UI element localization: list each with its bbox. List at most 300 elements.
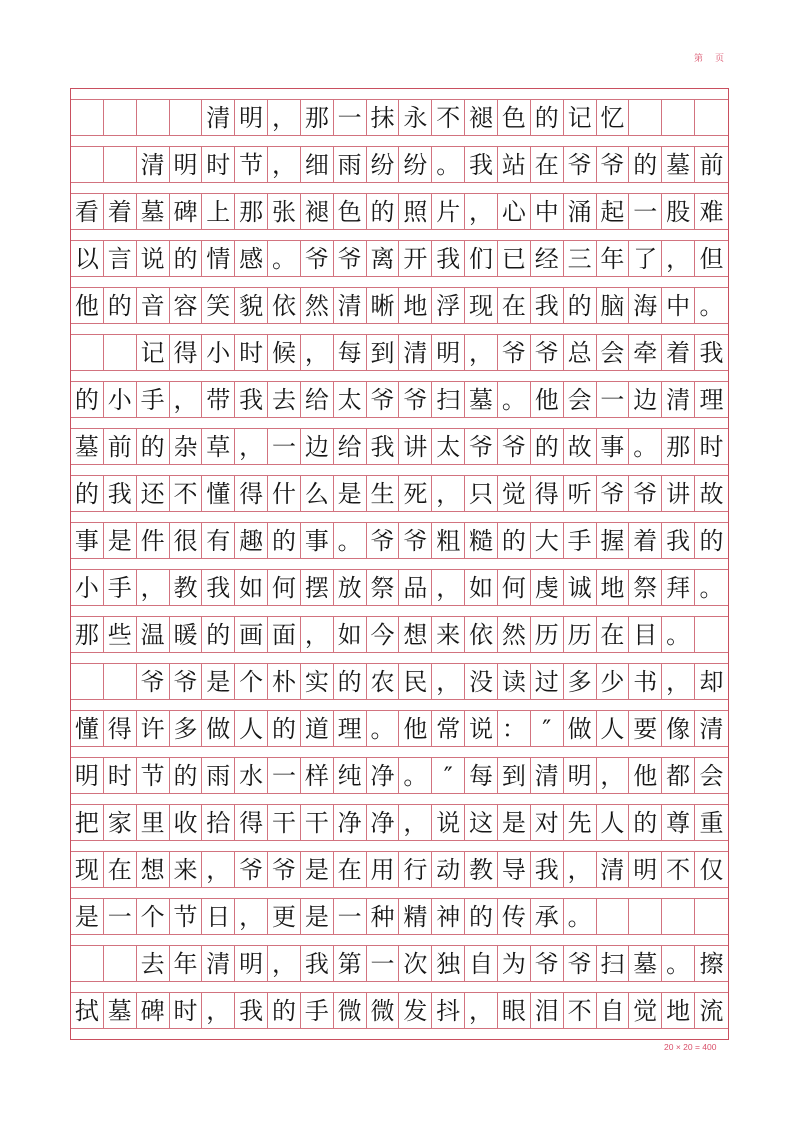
grid-cell: 到 bbox=[498, 758, 531, 793]
grid-cell: 爷 bbox=[334, 241, 367, 276]
grid-cell: 爷 bbox=[170, 664, 203, 699]
grid-cell: 次 bbox=[399, 946, 432, 981]
grid-row bbox=[71, 758, 728, 794]
grid-cell: 记 bbox=[137, 335, 170, 370]
grid-cell: 年 bbox=[170, 946, 203, 981]
grid-cell: 感 bbox=[235, 241, 268, 276]
grid-cell: 些 bbox=[104, 617, 137, 652]
grid-cell: 想 bbox=[399, 617, 432, 652]
grid-cell: 承 bbox=[531, 899, 564, 934]
grid-cell: 起 bbox=[597, 194, 630, 229]
grid-cell: ， bbox=[432, 570, 465, 605]
grid-cell: 只 bbox=[465, 476, 498, 511]
grid-cell: 雨 bbox=[202, 758, 235, 793]
grid-cell: 会 bbox=[699, 761, 724, 790]
grid-cell: 爷 bbox=[597, 147, 630, 182]
grid-cell: 是 bbox=[71, 899, 104, 934]
grid-cell: 得 bbox=[531, 476, 564, 511]
grid-cell: 流 bbox=[699, 996, 724, 1025]
grid-cell: ， bbox=[432, 476, 465, 511]
grid-cell: 清 bbox=[597, 852, 630, 887]
grid-cell: 墓 bbox=[137, 194, 170, 229]
grid-cell: ， bbox=[465, 335, 498, 370]
grid-cell: 生 bbox=[367, 476, 400, 511]
grid-cell: 来 bbox=[170, 852, 203, 887]
grid-cell: 我 bbox=[432, 241, 465, 276]
grid-cell: 着 bbox=[104, 194, 137, 229]
grid-cell: 过 bbox=[531, 664, 564, 699]
grid-cell: ， bbox=[432, 664, 465, 699]
grid-cell: 的 bbox=[498, 523, 531, 558]
grid-cell: 爷 bbox=[367, 523, 400, 558]
grid-cell: 品 bbox=[399, 570, 432, 605]
grid-cell: 爷 bbox=[137, 664, 170, 699]
grid-cell-empty bbox=[695, 617, 728, 652]
grid-cell: 地 bbox=[399, 288, 432, 323]
grid-cell: 手 bbox=[564, 523, 597, 558]
grid-cell: 清 bbox=[137, 147, 170, 182]
grid-cell: 温 bbox=[137, 617, 170, 652]
grid-cell: 暖 bbox=[170, 617, 203, 652]
grid-cell-empty bbox=[71, 946, 104, 981]
grid-cell-empty bbox=[71, 664, 104, 699]
grid-cell: 一 bbox=[268, 758, 301, 793]
grid-cell: 是 bbox=[202, 664, 235, 699]
row-spacer bbox=[71, 465, 728, 476]
grid-cell: 的 bbox=[71, 382, 104, 417]
grid-cell: 如 bbox=[334, 617, 367, 652]
grid-cell: 理 bbox=[699, 385, 724, 414]
grid-cell: 糙 bbox=[465, 523, 498, 558]
grid-row bbox=[71, 899, 728, 935]
row-spacer bbox=[71, 1029, 728, 1039]
grid-cell: 一 bbox=[334, 899, 367, 934]
grid-cell: 一 bbox=[268, 429, 301, 464]
grid-cell: 的 bbox=[268, 523, 301, 558]
grid-cell-empty bbox=[695, 100, 728, 135]
grid-cell: 爷 bbox=[498, 429, 531, 464]
grid-cell: 我 bbox=[104, 476, 137, 511]
grid-cell: 纯 bbox=[334, 758, 367, 793]
grid-cell: 清 bbox=[699, 714, 724, 743]
grid-cell: 纷 bbox=[367, 147, 400, 182]
grid-cell: 没 bbox=[465, 664, 498, 699]
grid-cell: 得 bbox=[235, 805, 268, 840]
grid-cell: 然 bbox=[301, 288, 334, 323]
grid-cell: 泪 bbox=[531, 993, 564, 1028]
grid-cell: 在 bbox=[531, 147, 564, 182]
grid-cell: 是 bbox=[334, 476, 367, 511]
row-spacer bbox=[71, 747, 728, 758]
grid-cell: 我 bbox=[699, 338, 724, 367]
grid-cell: 墓 bbox=[465, 382, 498, 417]
grid-cell: 画 bbox=[235, 617, 268, 652]
grid-cell: 导 bbox=[498, 852, 531, 887]
row-spacer bbox=[71, 700, 728, 711]
grid-cell: 。 bbox=[268, 241, 301, 276]
grid-cell: 读 bbox=[498, 664, 531, 699]
grid-cell: 股 bbox=[662, 194, 695, 229]
grid-cell: 自 bbox=[597, 993, 630, 1028]
grid-cell-empty bbox=[629, 100, 662, 135]
grid-row bbox=[71, 852, 728, 888]
grid-cell: 言 bbox=[104, 241, 137, 276]
grid-cell: 。 bbox=[399, 758, 432, 793]
grid-cell: 给 bbox=[334, 429, 367, 464]
row-spacer bbox=[71, 606, 728, 617]
grid-cell: 在 bbox=[498, 288, 531, 323]
grid-cell: 把 bbox=[71, 805, 104, 840]
grid-cell: 的 bbox=[170, 758, 203, 793]
grid-cell: 趣 bbox=[235, 523, 268, 558]
grid-cell: 的 bbox=[71, 476, 104, 511]
grid-cell: 拭 bbox=[71, 993, 104, 1028]
grid-cell: 音 bbox=[137, 288, 170, 323]
grid-cell: 大 bbox=[531, 523, 564, 558]
grid-cell: ， bbox=[170, 382, 203, 417]
grid-cell: 中 bbox=[531, 194, 564, 229]
grid-cell: 照 bbox=[399, 194, 432, 229]
grid-cell: 清 bbox=[662, 382, 695, 417]
grid-cell: 发 bbox=[399, 993, 432, 1028]
grid-cell: 他 bbox=[399, 711, 432, 746]
grid-cell: 人 bbox=[235, 711, 268, 746]
grid-cell: 里 bbox=[137, 805, 170, 840]
grid-cell: 么 bbox=[301, 476, 334, 511]
grid-cell: 祭 bbox=[629, 570, 662, 605]
grid-cell: 手 bbox=[137, 382, 170, 417]
grid-cell: 永 bbox=[399, 100, 432, 135]
grid-cell: 微 bbox=[334, 993, 367, 1028]
grid-cell: ， bbox=[465, 194, 498, 229]
grid-cell: 爷 bbox=[367, 382, 400, 417]
row-spacer bbox=[71, 559, 728, 570]
grid-cell: 事 bbox=[301, 523, 334, 558]
grid-cell: 小 bbox=[71, 570, 104, 605]
grid-cell: 墓 bbox=[629, 946, 662, 981]
grid-cell: 是 bbox=[498, 805, 531, 840]
grid-cell: 手 bbox=[301, 993, 334, 1028]
grid-cell: 记 bbox=[564, 100, 597, 135]
grid-cell: 的 bbox=[699, 526, 724, 555]
grid-cell: ， bbox=[268, 946, 301, 981]
grid-cell: 细 bbox=[301, 147, 334, 182]
row-spacer bbox=[71, 136, 728, 147]
grid-cell: 着 bbox=[629, 523, 662, 558]
grid-cell: 事 bbox=[71, 523, 104, 558]
grid-cell: 对 bbox=[531, 805, 564, 840]
grid-cell: 事 bbox=[597, 429, 630, 464]
grid-cell: 是 bbox=[301, 852, 334, 887]
grid-cell: 我 bbox=[235, 382, 268, 417]
grid-cell: 。 bbox=[367, 711, 400, 746]
grid-cell: 扫 bbox=[432, 382, 465, 417]
grid-cell: 样 bbox=[301, 758, 334, 793]
grid-cell: 清 bbox=[399, 335, 432, 370]
grid-cell: 如 bbox=[235, 570, 268, 605]
grid-cell: 已 bbox=[498, 241, 531, 276]
grid-cell: 面 bbox=[268, 617, 301, 652]
grid-cell: 要 bbox=[629, 711, 662, 746]
grid-cell: 到 bbox=[367, 335, 400, 370]
grid-cell: 我 bbox=[465, 147, 498, 182]
grid-cell: 许 bbox=[137, 711, 170, 746]
grid-cell: 理 bbox=[334, 711, 367, 746]
grid-cell: 去 bbox=[268, 382, 301, 417]
grid-cell: 神 bbox=[432, 899, 465, 934]
grid-cell: 做 bbox=[564, 711, 597, 746]
grid-cell: 这 bbox=[465, 805, 498, 840]
grid-cell: 的 bbox=[170, 241, 203, 276]
grid-cell: 明 bbox=[71, 758, 104, 793]
grid-cell: 净 bbox=[367, 805, 400, 840]
grid-cell: 爷 bbox=[399, 382, 432, 417]
grid-cell: 总 bbox=[564, 335, 597, 370]
row-spacer bbox=[71, 183, 728, 194]
row-spacer bbox=[71, 512, 728, 523]
grid-cell: 道 bbox=[301, 711, 334, 746]
grid-cell: 然 bbox=[498, 617, 531, 652]
grid-cell: 。 bbox=[699, 291, 724, 320]
grid-cell: 清 bbox=[202, 946, 235, 981]
grid-cell: 太 bbox=[334, 382, 367, 417]
grid-cell: 他 bbox=[71, 288, 104, 323]
grid-cell: 那 bbox=[662, 429, 695, 464]
grid-cell: 第 bbox=[334, 946, 367, 981]
grid-row bbox=[71, 617, 728, 653]
grid-cell: 却 bbox=[699, 667, 724, 696]
grid-cell: 还 bbox=[137, 476, 170, 511]
grid-cell: 给 bbox=[301, 382, 334, 417]
grid-row bbox=[71, 476, 728, 512]
grid-cell: 清 bbox=[202, 100, 235, 135]
grid-cell: 节 bbox=[235, 147, 268, 182]
grid-cell: 件 bbox=[137, 523, 170, 558]
grid-row bbox=[71, 523, 728, 559]
grid-cell: 。 bbox=[334, 523, 367, 558]
grid-cell: 一 bbox=[334, 100, 367, 135]
grid-cell: 干 bbox=[268, 805, 301, 840]
grid-cell: 那 bbox=[301, 100, 334, 135]
grid-cell: 少 bbox=[597, 664, 630, 699]
grid-cell: 的 bbox=[531, 429, 564, 464]
grid-cell: 得 bbox=[235, 476, 268, 511]
grid-cell: 来 bbox=[432, 617, 465, 652]
grid-cell: 碑 bbox=[137, 993, 170, 1028]
grid-cell: 爷 bbox=[597, 476, 630, 511]
grid-cell: 在 bbox=[597, 617, 630, 652]
essay-title-row bbox=[71, 100, 728, 136]
grid-cell-empty bbox=[662, 100, 695, 135]
grid-cell: 浮 bbox=[432, 288, 465, 323]
grid-cell: 晰 bbox=[367, 288, 400, 323]
grid-cell: ， bbox=[564, 852, 597, 887]
grid-cell: 依 bbox=[268, 288, 301, 323]
grid-cell: 。 bbox=[699, 573, 724, 602]
grid-cell: 懂 bbox=[202, 476, 235, 511]
grid-cell: 。 bbox=[662, 946, 695, 981]
grid-cell: 纷 bbox=[399, 147, 432, 182]
grid-cell: ， bbox=[301, 617, 334, 652]
grid-cell: 三 bbox=[564, 241, 597, 276]
grid-cell-empty bbox=[71, 100, 104, 135]
row-spacer bbox=[71, 89, 728, 100]
grid-cell: 墓 bbox=[71, 429, 104, 464]
grid-cell: 爷 bbox=[399, 523, 432, 558]
grid-cell: 忆 bbox=[597, 100, 630, 135]
grid-cell: 仅 bbox=[699, 855, 724, 884]
grid-cell: 现 bbox=[71, 852, 104, 887]
grid-cell: 一 bbox=[629, 194, 662, 229]
grid-cell: 会 bbox=[564, 382, 597, 417]
grid-cell: 粗 bbox=[432, 523, 465, 558]
grid-cell: 明 bbox=[432, 335, 465, 370]
page-label-ye: 页 bbox=[715, 54, 725, 64]
grid-cell: 觉 bbox=[498, 476, 531, 511]
grid-cell-empty bbox=[71, 335, 104, 370]
grid-cell: 家 bbox=[104, 805, 137, 840]
grid-cell: 抹 bbox=[367, 100, 400, 135]
grid-cell: 现 bbox=[465, 288, 498, 323]
grid-cell: 一 bbox=[367, 946, 400, 981]
grid-row bbox=[71, 664, 728, 700]
grid-cell: 看 bbox=[71, 194, 104, 229]
grid-cell: 经 bbox=[531, 241, 564, 276]
grid-cell: 人 bbox=[597, 711, 630, 746]
grid-cell: ， bbox=[137, 570, 170, 605]
grid-cell: 擦 bbox=[699, 949, 724, 978]
grid-cell: 脑 bbox=[597, 288, 630, 323]
grid-cell: 朴 bbox=[268, 664, 301, 699]
grid-cell: 那 bbox=[71, 617, 104, 652]
grid-cell: 个 bbox=[235, 664, 268, 699]
grid-cell: 听 bbox=[564, 476, 597, 511]
grid-cell: 地 bbox=[597, 570, 630, 605]
grid-cell: 们 bbox=[465, 241, 498, 276]
grid-cell: 是 bbox=[301, 899, 334, 934]
grid-cell: 我 bbox=[202, 570, 235, 605]
grid-cell: 说 bbox=[465, 711, 498, 746]
grid-cell: 。 bbox=[498, 382, 531, 417]
grid-cell: 何 bbox=[268, 570, 301, 605]
grid-cell-empty bbox=[629, 899, 662, 934]
grid-cell: 前 bbox=[699, 150, 724, 179]
grid-cell: 情 bbox=[202, 241, 235, 276]
grid-cell: 的 bbox=[629, 147, 662, 182]
grid-cell: ， bbox=[662, 241, 695, 276]
grid-cell: 明 bbox=[235, 946, 268, 981]
grid-cell: 不 bbox=[170, 476, 203, 511]
grid-cell: 离 bbox=[367, 241, 400, 276]
grid-cell: 每 bbox=[465, 758, 498, 793]
grid-cell: 日 bbox=[202, 899, 235, 934]
row-spacer bbox=[71, 982, 728, 993]
grid-cell: 不 bbox=[564, 993, 597, 1028]
grid-cell: 爷 bbox=[564, 147, 597, 182]
grid-cell: 像 bbox=[662, 711, 695, 746]
grid-cell: 墓 bbox=[662, 147, 695, 182]
grid-cell: 手 bbox=[104, 570, 137, 605]
grid-cell: 年 bbox=[597, 241, 630, 276]
grid-cell: 说 bbox=[432, 805, 465, 840]
grid-cell: 涌 bbox=[564, 194, 597, 229]
grid-cell: 他 bbox=[629, 758, 662, 793]
grid-cell: 死 bbox=[399, 476, 432, 511]
grid-cell: 爷 bbox=[498, 335, 531, 370]
grid-cell: 独 bbox=[432, 946, 465, 981]
grid-cell-empty bbox=[597, 899, 630, 934]
grid-cell: 的 bbox=[104, 288, 137, 323]
grid-cell: ， bbox=[202, 993, 235, 1028]
grid-cell: 放 bbox=[334, 570, 367, 605]
grid-cell: 拾 bbox=[202, 805, 235, 840]
grid-cell: 明 bbox=[564, 758, 597, 793]
grid-cell-empty bbox=[104, 664, 137, 699]
grid-cell: 做 bbox=[202, 711, 235, 746]
grid-cell: 爷 bbox=[531, 946, 564, 981]
grid-cell: 祭 bbox=[367, 570, 400, 605]
row-spacer bbox=[71, 841, 728, 852]
grid-cell-empty bbox=[104, 147, 137, 182]
grid-cell: 时 bbox=[235, 335, 268, 370]
row-spacer bbox=[71, 935, 728, 946]
grid-cell: 边 bbox=[629, 382, 662, 417]
row-spacer bbox=[71, 324, 728, 335]
grid-cell: 扫 bbox=[597, 946, 630, 981]
grid-cell: 海 bbox=[629, 288, 662, 323]
grid-cell: 多 bbox=[170, 711, 203, 746]
grid-cell: ， bbox=[465, 993, 498, 1028]
grid-cell: 时 bbox=[202, 147, 235, 182]
grid-cell: 我 bbox=[301, 946, 334, 981]
grid-cell: 那 bbox=[235, 194, 268, 229]
grid-cell: 了 bbox=[629, 241, 662, 276]
grid-cell: 地 bbox=[662, 993, 695, 1028]
grid-cell: 草 bbox=[202, 429, 235, 464]
grid-cell: 笑 bbox=[202, 288, 235, 323]
page-label-di: 第 bbox=[694, 54, 704, 64]
grid-cell: 节 bbox=[170, 899, 203, 934]
grid-cell: ， bbox=[235, 899, 268, 934]
grid-cell: 前 bbox=[104, 429, 137, 464]
grid-cell: ， bbox=[597, 758, 630, 793]
grid-cell-empty bbox=[695, 899, 728, 934]
grid-cell: 我 bbox=[531, 288, 564, 323]
grid-cell: 爷 bbox=[531, 335, 564, 370]
grid-cell: 心 bbox=[498, 194, 531, 229]
row-spacer bbox=[71, 418, 728, 429]
grid-cell: 爷 bbox=[564, 946, 597, 981]
grid-cell: 自 bbox=[465, 946, 498, 981]
grid-cell: 的 bbox=[268, 711, 301, 746]
grid-cell: 清 bbox=[334, 288, 367, 323]
grid-cell: 为 bbox=[498, 946, 531, 981]
grid-cell: 摆 bbox=[301, 570, 334, 605]
grid-cell: 讲 bbox=[662, 476, 695, 511]
grid-cell-empty bbox=[104, 100, 137, 135]
grid-cell: 杂 bbox=[170, 429, 203, 464]
grid-row bbox=[71, 241, 728, 277]
grid-cell: 农 bbox=[367, 664, 400, 699]
grid-cell: 净 bbox=[334, 805, 367, 840]
grid-cell: 。 bbox=[564, 899, 597, 934]
grid-cell: 是 bbox=[104, 523, 137, 558]
grid-cell: 干 bbox=[301, 805, 334, 840]
grid-cell: 明 bbox=[170, 147, 203, 182]
grid-cell: 故 bbox=[699, 479, 724, 508]
grid-cell: ， bbox=[662, 664, 695, 699]
grid-cell: 抖 bbox=[432, 993, 465, 1028]
